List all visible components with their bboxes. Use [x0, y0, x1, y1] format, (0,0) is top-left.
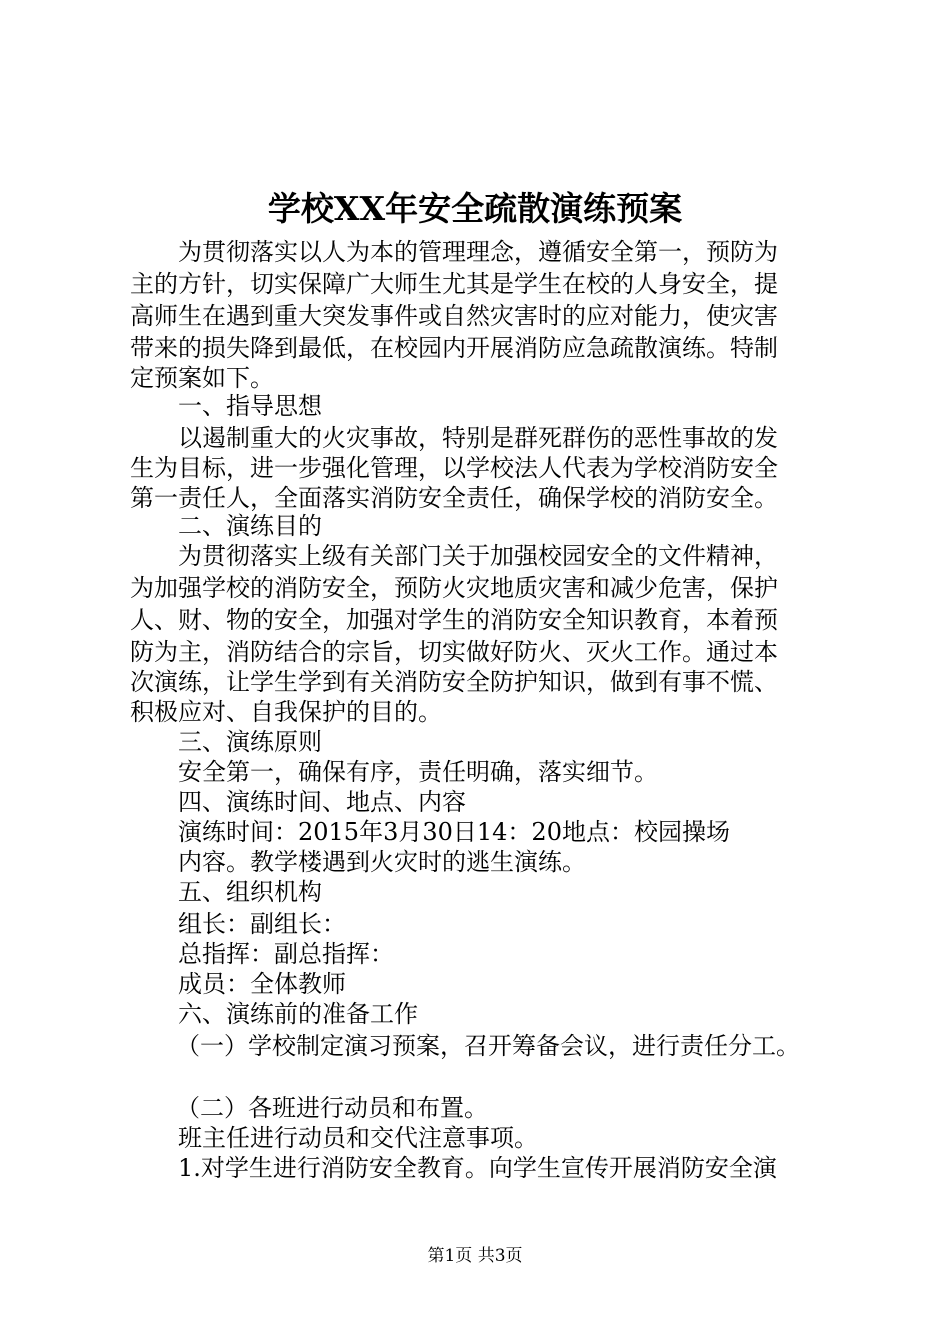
section-heading: 五、组织机构 — [178, 878, 322, 906]
body-line: （一）学校制定演习预案，召开筹备会议，进行责任分工。 — [176, 1032, 800, 1060]
body-line: 为加强学校的消防安全，预防火灾地质灾害和减少危害，保护 — [130, 574, 778, 602]
body-line: 为贯彻落实上级有关部门关于加强校园安全的文件精神， — [178, 542, 778, 570]
body-line: 演练时间：2015年3月30日14：20地点：校园操场 — [178, 818, 730, 846]
body-line: 高师生在遇到重大突发事件或自然灾害时的应对能力，使灾害 — [130, 302, 778, 330]
body-line: 带来的损失降到最低，在校园内开展消防应急疏散演练。特制 — [130, 334, 778, 362]
body-line: 积极应对、自我保护的目的。 — [130, 698, 442, 726]
body-line: （二）各班进行动员和布置。 — [176, 1094, 488, 1122]
body-line: 为贯彻落实以人为本的管理理念，遵循安全第一，预防为 — [178, 238, 778, 266]
body-line: 定预案如下。 — [130, 364, 274, 392]
section-heading: 二、演练目的 — [178, 512, 322, 540]
section-heading: 三、演练原则 — [178, 728, 322, 756]
body-line: 成员：全体教师 — [178, 970, 346, 998]
body-line: 人、财、物的安全，加强对学生的消防安全知识教育，本着预 — [130, 606, 778, 634]
body-line: 第一责任人，全面落实消防安全责任，确保学校的消防安全。 — [130, 484, 778, 512]
body-line: 1.对学生进行消防安全教育。向学生宣传开展消防安全演 — [178, 1154, 777, 1182]
section-heading: 四、演练时间、地点、内容 — [178, 788, 466, 816]
body-line: 组长：副组长： — [178, 910, 346, 938]
body-line: 以遏制重大的火灾事故，特别是群死群伤的恶性事故的发 — [178, 424, 778, 452]
section-heading: 一、指导思想 — [178, 392, 322, 420]
body-line: 安全第一，确保有序，责任明确，落实细节。 — [178, 758, 658, 786]
body-line: 内容。教学楼遇到火灾时的逃生演练。 — [178, 848, 586, 876]
page-footer: 第1页 共3页 — [427, 1246, 523, 1266]
document-title: 学校XX年安全疏散演练预案 — [267, 189, 683, 228]
body-line: 防为主，消防结合的宗旨，切实做好防火、灭火工作。通过本 — [130, 638, 778, 666]
body-line: 总指挥：副总指挥： — [178, 940, 394, 968]
body-line: 次演练，让学生学到有关消防安全防护知识，做到有事不慌、 — [130, 668, 778, 696]
body-line: 生为目标，进一步强化管理，以学校法人代表为学校消防安全 — [130, 454, 778, 482]
section-heading: 六、演练前的准备工作 — [178, 1000, 418, 1028]
body-line: 主的方针，切实保障广大师生尤其是学生在校的人身安全，提 — [130, 270, 778, 298]
body-line: 班主任进行动员和交代注意事项。 — [178, 1124, 538, 1152]
